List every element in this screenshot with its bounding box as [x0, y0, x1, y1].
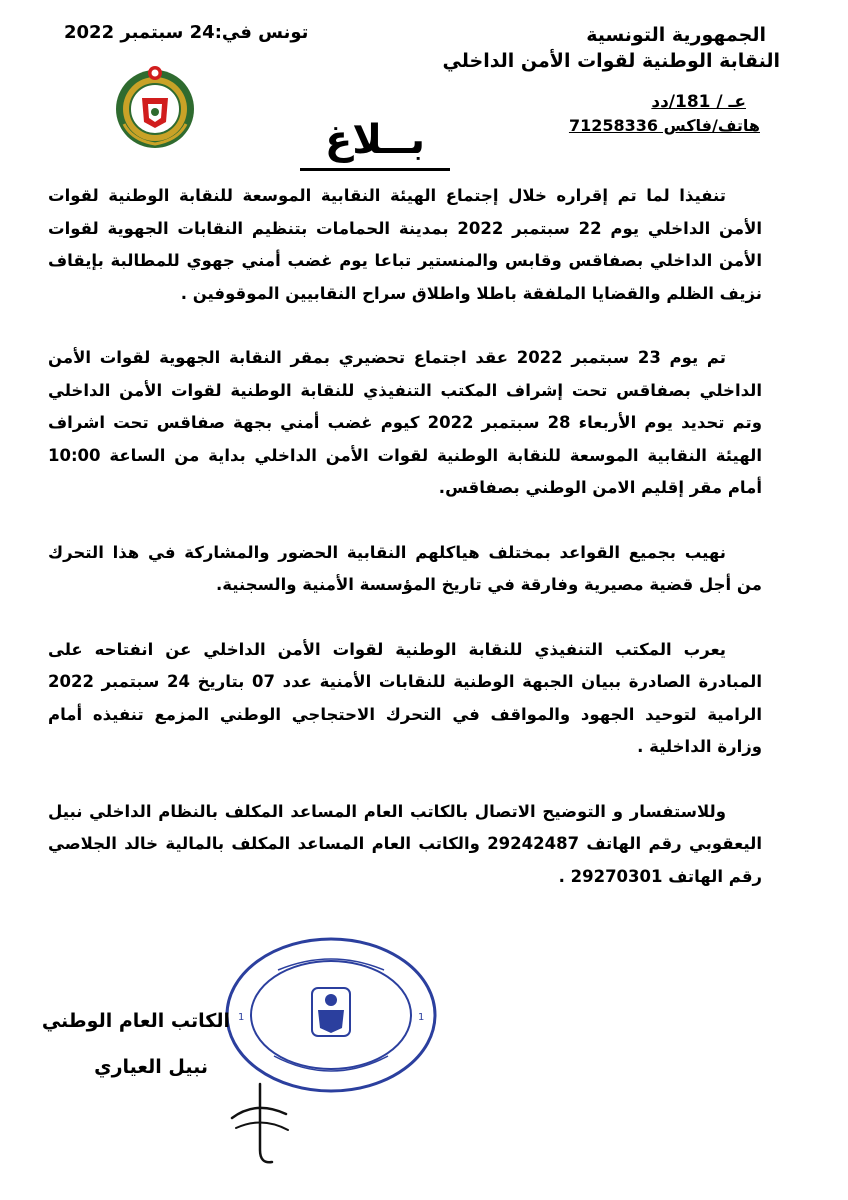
union-logo-icon: [112, 64, 198, 150]
official-stamp: [218, 930, 444, 1100]
document-title: بــلاغ: [300, 112, 450, 171]
paragraph: نهيب بجميع القواعد بمختلف هياكلهم النقابية الحضور والمشاركة في هذا التحرك من أجل قضية مصيرية وفارقة في تاريخ المؤسسة الأمنية والسجنية.: [48, 542, 762, 594]
document-date: تونس في:24 سبتمبر 2022: [64, 22, 309, 43]
paragraph: وللاستفسار و التوضيح الاتصال بالكاتب العام المساعد المكلف بالنظام الداخلي نبيل اليعقوبي رقم الهاتف 29242487 والكاتب العام المساعد المكلف بالمالية خالد الجلاصي رقم الهاتف 29270301 .: [48, 801, 762, 886]
paragraph: تم يوم 23 سبتمبر 2022 عقد اجتماع تحضيري بمقر النقابة الجهوية لقوات الأمن الداخلي بصفاقس تحت إشراف المكتب التنفيذي للنقابة الوطنية لقوات الأمن الداخلي وتم تحديد يوم الأربعاء 28 سبتمبر 2022 كيوم غضب أمني بجهة صفاقس تحت اشراف الهيئة النقابية الموسعة للنقابة الوطنية لقوات الأمن الداخلي بداية من الساعة 10:00 أمام مقر إقليم الامن الوطني بصفاقس.: [48, 348, 762, 497]
signatory-name: نبيل العياري: [94, 1056, 208, 1078]
paragraph: تنفيذا لما تم إقراره خلال إجتماع الهيئة النقابية الموسعة للنقابة الوطنية لقوات الأمن الداخلي يوم 22 سبتمبر 2022 بمدينة الحمامات بتنظيم النقابات الجهوية لقوات الأمن الداخلي بصفاقس وقابس والمنستير تباعا يوم غضب أمني جهوي للمطالبة بإيقاف نزيف الظلم والقضايا الملفقة باطلا واطلاق سراح النقابيين الموقوفين .: [48, 186, 763, 303]
country-name: الجمهورية التونسية: [586, 24, 766, 46]
reference-number: عـ / 181/دد: [651, 92, 746, 112]
organization-name: النقابة الوطنية لقوات الأمن الداخلي: [442, 50, 780, 72]
paragraph: يعرب المكتب التنفيذي للنقابة الوطنية لقوات الأمن الداخلي عن انفتاحه على المبادرة الصادرة ببيان الجبهة الوطنية للنقابات الأمنية عدد 07 بتاريخ 24 سبتمبر 2022 الرامية لتوحيد الجهود والمواقف في التحرك الاحتجاجي الوطني المزمع تنفيذه أمام وزارة الداخلية .: [48, 639, 763, 756]
svg-text:1: 1: [418, 1012, 425, 1023]
phone-fax: هاتف/فاكس 71258336: [568, 116, 760, 135]
letterhead: [420, 22, 780, 74]
handwritten-signature: [226, 1080, 296, 1170]
announcement-body: [48, 180, 762, 925]
svg-text:1: 1: [238, 1012, 245, 1023]
signatory-title: الكاتب العام الوطني: [41, 1010, 230, 1032]
